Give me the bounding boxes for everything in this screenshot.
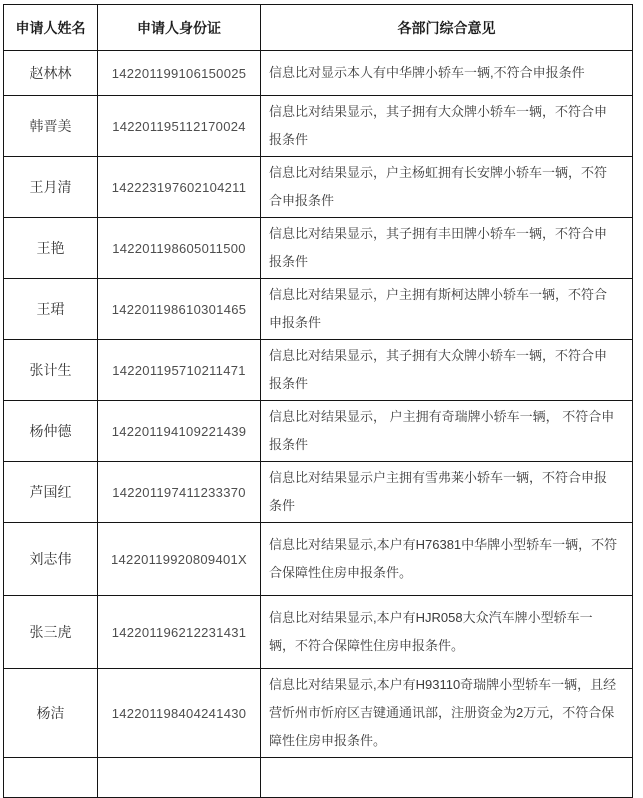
department-opinion: 信息比对结果显示,本户有H93110奇瑞牌小型轿车一辆，且经营忻州市忻府区吉键通通讯部，注册资金为2万元，不符合保障性住房申报条件。 [261, 669, 633, 758]
table-row [4, 279, 633, 340]
table-row [4, 462, 633, 523]
applicant-id: 142201199106150025 [98, 51, 261, 96]
applicant-name: 刘志伟 [4, 523, 98, 596]
applicant-id: 142201198610301465 [98, 279, 261, 340]
department-opinion: 信息比对结果显示，户主杨虹拥有长安牌小轿车一辆，不符合申报条件 [261, 157, 633, 218]
department-opinion: 信息比对结果显示，其子拥有大众牌小轿车一辆，不符合申报条件 [261, 96, 633, 157]
applicants-review-table [3, 4, 633, 798]
department-opinion: 信息比对结果显示，其子拥有大众牌小轿车一辆，不符合申报条件 [261, 340, 633, 401]
table-row-partial [4, 758, 633, 798]
applicant-id [98, 758, 261, 798]
applicant-name: 张三虎 [4, 596, 98, 669]
table-row [4, 523, 633, 596]
applicant-id: 142201195710211471 [98, 340, 261, 401]
applicant-id: 142201195112170024 [98, 96, 261, 157]
applicant-id: 142201196212231431 [98, 596, 261, 669]
applicant-id: 142201197411233370 [98, 462, 261, 523]
table-row [4, 669, 633, 758]
table-row [4, 51, 633, 96]
table-row [4, 96, 633, 157]
applicant-id: 14220119920809401X [98, 523, 261, 596]
table-row [4, 340, 633, 401]
department-opinion [261, 758, 633, 798]
department-opinion: 信息比对结果显示,本户有H76381中华牌小型轿车一辆，不符合保障性住房申报条件。 [261, 523, 633, 596]
applicant-name: 王珺 [4, 279, 98, 340]
column-header-department-opinion: 各部门综合意见 [261, 5, 633, 51]
table-row [4, 157, 633, 218]
applicant-name: 韩晋美 [4, 96, 98, 157]
table-row [4, 218, 633, 279]
applicant-name: 张计生 [4, 340, 98, 401]
department-opinion: 信息比对显示本人有中华牌小轿车一辆,不符合申报条件 [261, 51, 633, 96]
applicant-name: 赵林林 [4, 51, 98, 96]
applicant-id: 142201198404241430 [98, 669, 261, 758]
table-row [4, 596, 633, 669]
table-row [4, 401, 633, 462]
applicant-id: 142201194109221439 [98, 401, 261, 462]
applicant-name: 杨仲德 [4, 401, 98, 462]
column-header-applicant-name: 申请人姓名 [4, 5, 98, 51]
applicant-id: 142223197602104211 [98, 157, 261, 218]
department-opinion: 信息比对结果显示，其子拥有丰田牌小轿车一辆，不符合申报条件 [261, 218, 633, 279]
applicant-name: 王月清 [4, 157, 98, 218]
applicant-id: 142201198605011500 [98, 218, 261, 279]
department-opinion: 信息比对结果显示,本户有HJR058大众汽车牌小型轿车一辆，不符合保障性住房申报条件。 [261, 596, 633, 669]
applicant-name: 芦国红 [4, 462, 98, 523]
table-header-row [4, 5, 633, 51]
department-opinion: 信息比对结果显示户主拥有雪弗莱小轿车一辆，不符合申报条件 [261, 462, 633, 523]
column-header-applicant-id: 申请人身份证 [98, 5, 261, 51]
applicant-name: 杨洁 [4, 669, 98, 758]
department-opinion: 信息比对结果显示，户主拥有斯柯达牌小轿车一辆，不符合申报条件 [261, 279, 633, 340]
applicant-name [4, 758, 98, 798]
department-opinion: 信息比对结果显示， 户主拥有奇瑞牌小轿车一辆， 不符合申报条件 [261, 401, 633, 462]
applicant-name: 王艳 [4, 218, 98, 279]
